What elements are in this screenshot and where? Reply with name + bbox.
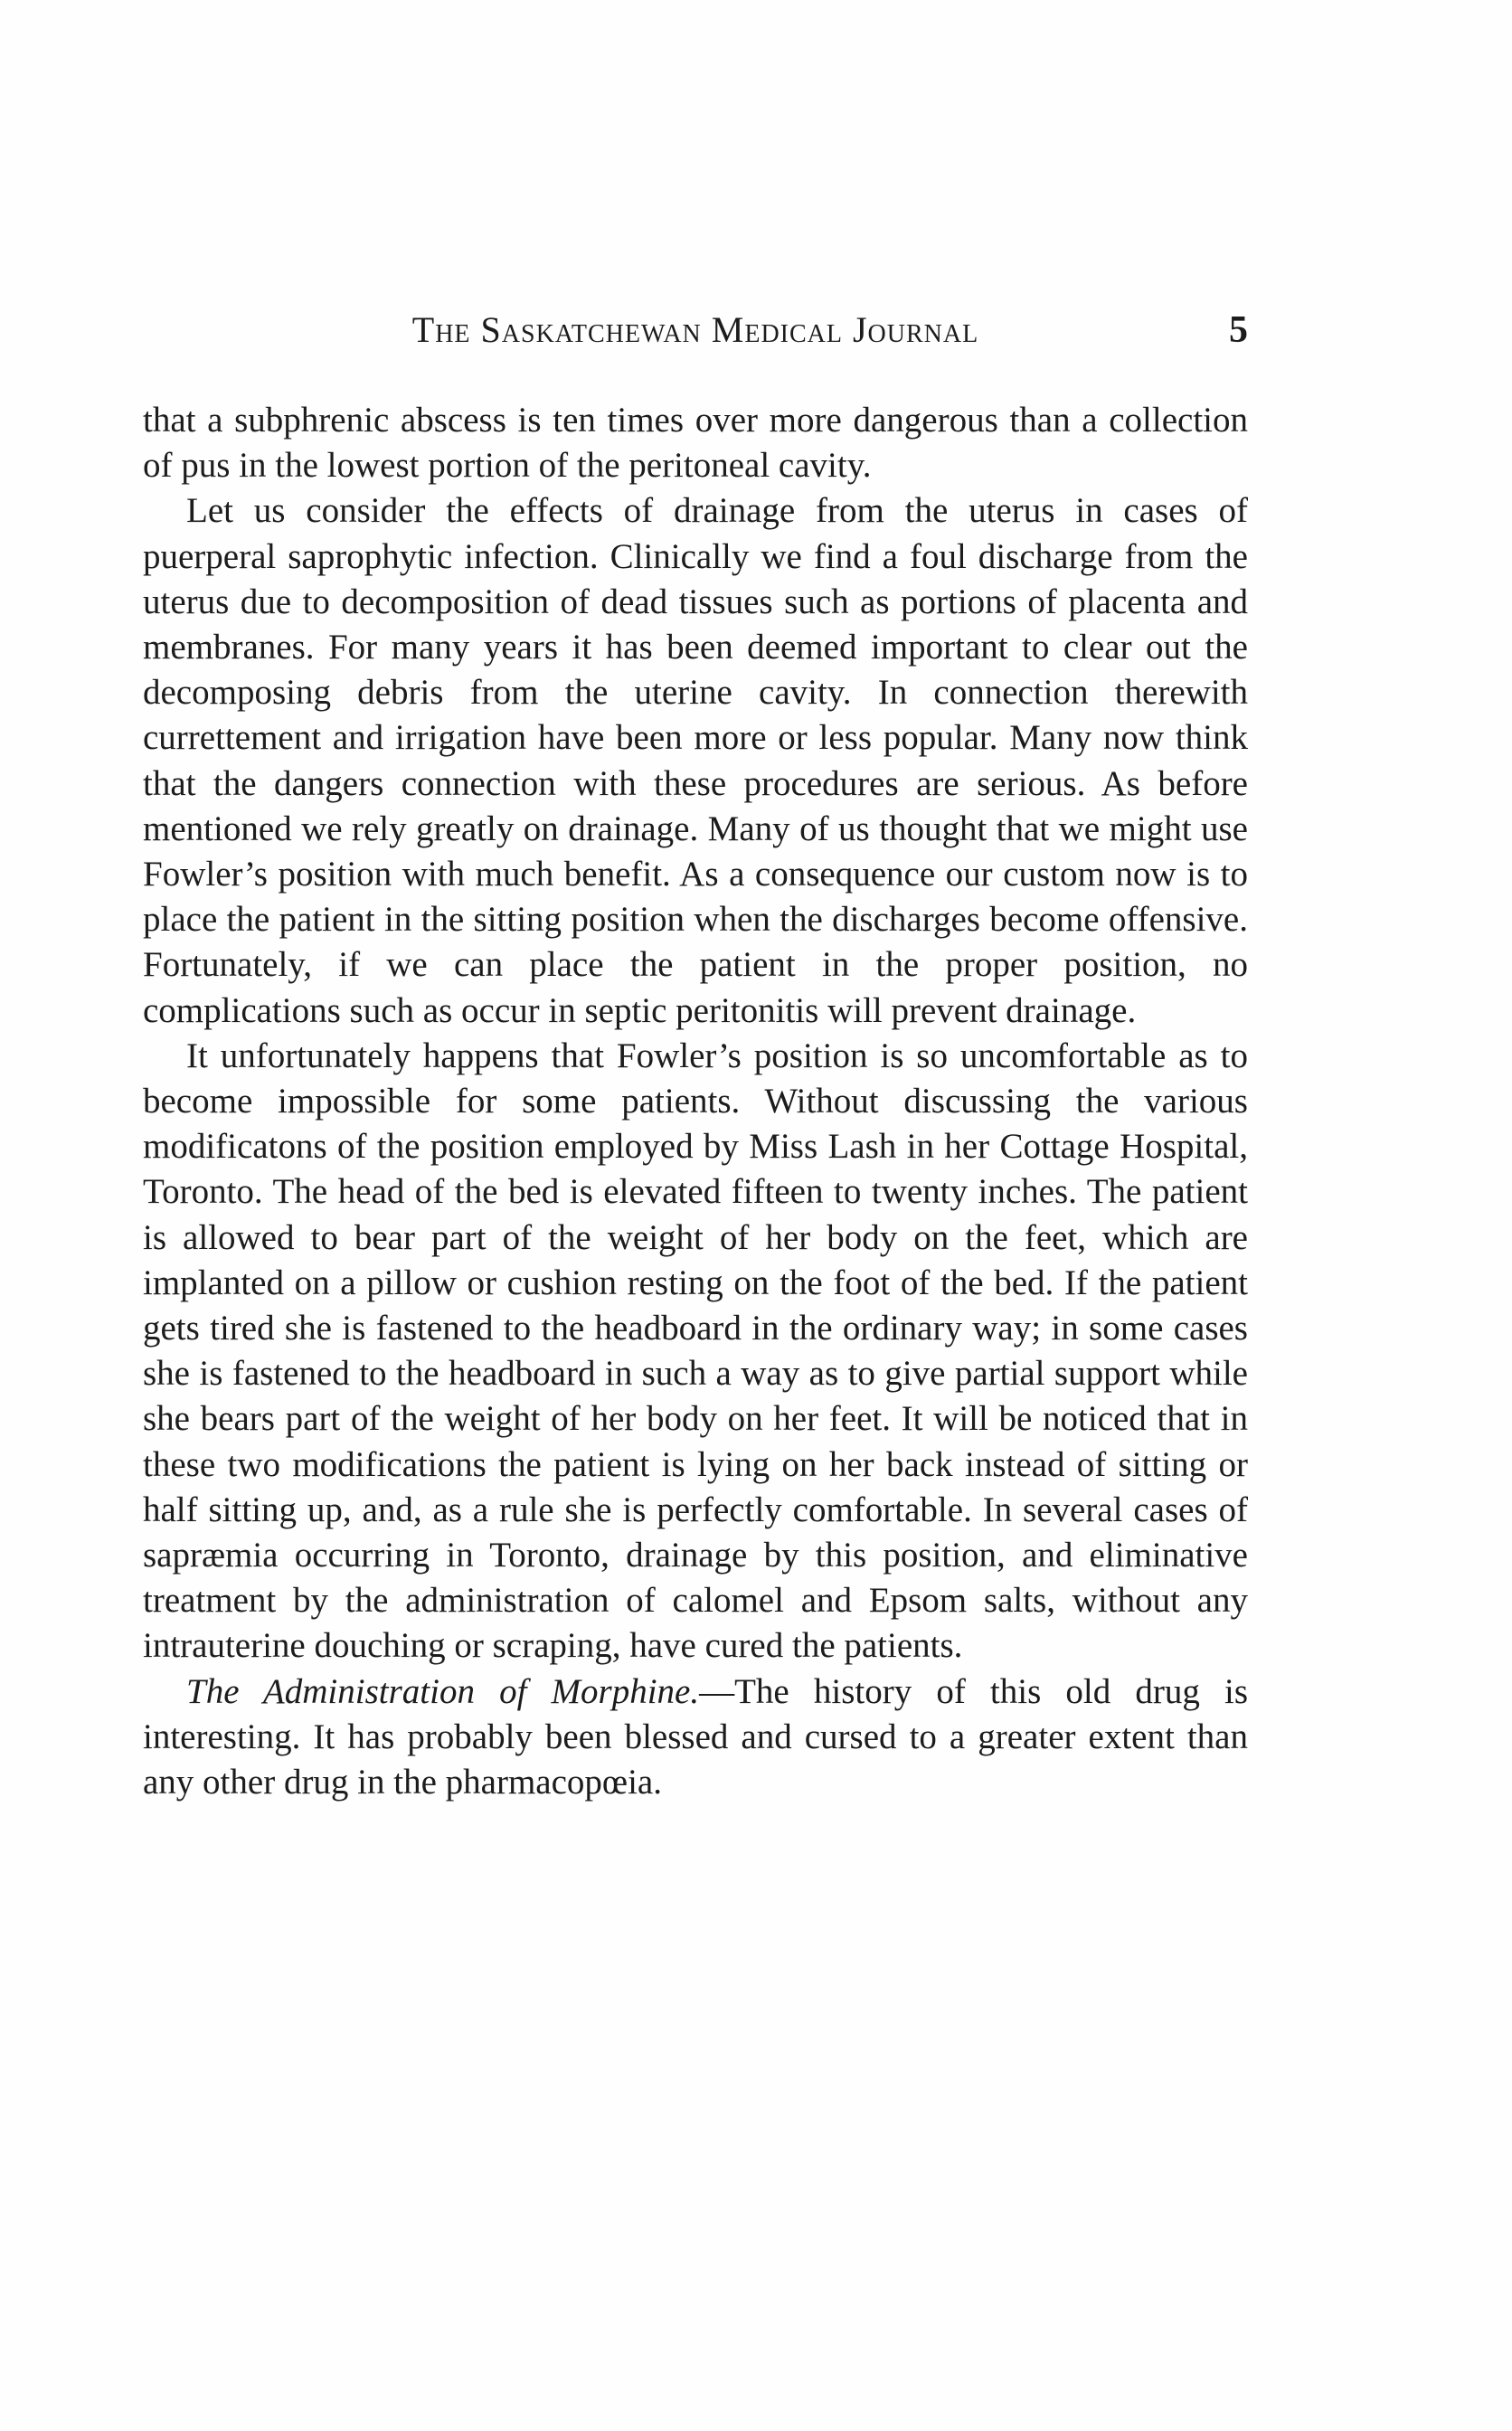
paragraph-morphine-text: —The history of this old drug is interesting. It has probably been blessed and cursed to a greater extent than any other drug in the pharmacopœia. [143,1671,1248,1802]
paragraph-fowlers-position: It unfortunately happens that Fowler’s position is so uncomfortable as to become impossible for some patients. Without discussing the various modificatons of the position employed by Miss Lash in her Cottage Hospital, Toronto. The head of the bed is elevated fifteen to twenty inches. The patient is allowed to bear part of the weight of her body on the feet, which are implanted on a pillow or cushion resting on the foot of the bed. If the patient gets tired she is fastened to the headboard in the ordinary way; in some cases she is fastened to the headboard in such a way as to give partial support while she bears part of the weight of her body on her feet. It will be noticed that in these two modifications the patient is lying on her back instead of sitting or half sitting up, and, as a rule she is perfectly comfortable. In several cases of sapræmia occurring in Toronto, drainage by this position, and eliminative treatment by the administration of calomel and Epsom salts, without any intrauterine douching or scraping, have cured the patients. [143,1036,1248,1666]
paragraph-morphine [143,1670,1248,1806]
paragraph-drainage-uterus: Let us consider the effects of drainage from the uterus in cases of puerperal saprophytic infection. Clinically we find a foul discharge from the uterus due to decomposition of dead tissues such as portions of placenta and membranes. For many years it has been deemed important to clear out the decomposing debris from the uterine cavity. In connection therewith currettement and irrigation have been more or less popular. Many now think that the dangers connection with these procedures are serious. As before mentioned we rely greatly on drainage. Many of us thought that we might use Fowler’s position with much benefit. As a consequence our custom now is to place the patient in the sitting position when the discharges become offensive. Fortunately, if we can place the patient in the proper position, no complications such as occur in septic peritonitis will prevent drainage. [143,491,1248,1030]
article-body [143,398,1248,1805]
paragraph-continuation: that a subphrenic abscess is ten times over more dangerous than a collection of pus in the lowest portion of the peritoneal cavity. [143,401,1248,486]
page-number: 5 [1229,309,1248,351]
journal-title: The Saskatchewan Medical Journal [411,309,979,350]
running-head [143,307,1248,353]
section-heading-morphine: The Administration of Morphine. [186,1671,700,1711]
